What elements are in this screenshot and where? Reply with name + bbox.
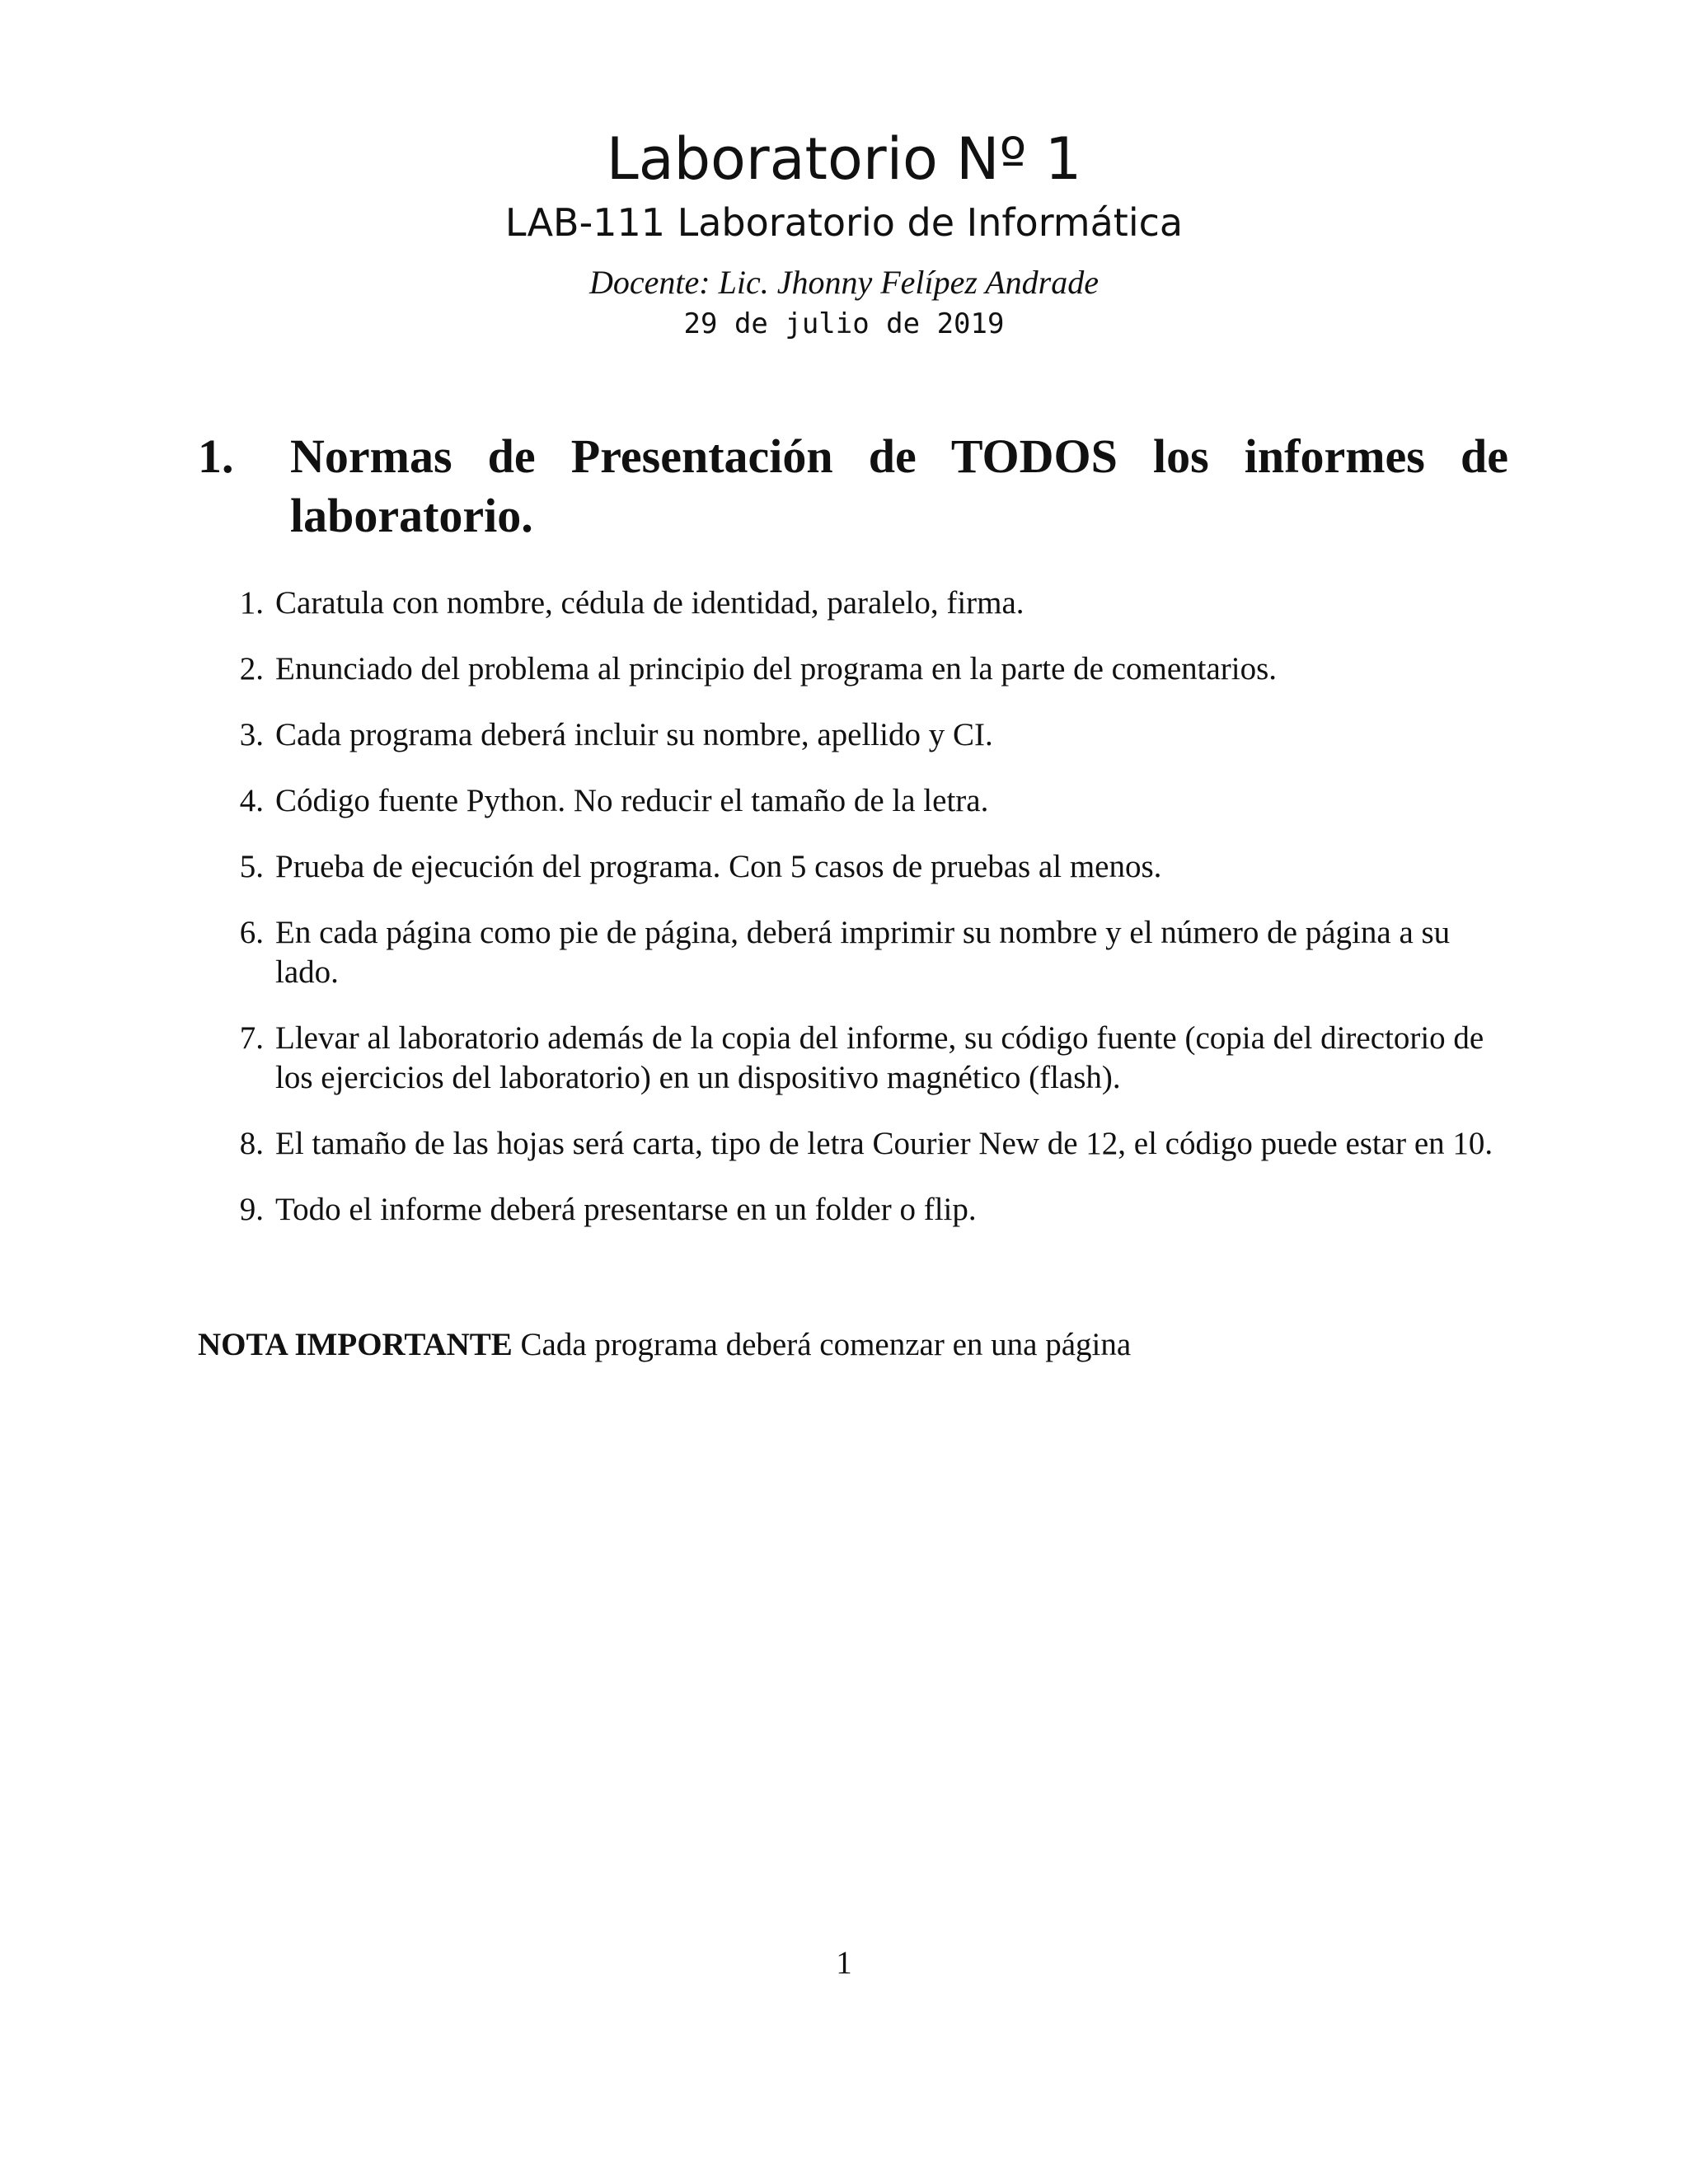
list-item xyxy=(198,913,1508,992)
list-item-number: 5. xyxy=(239,849,264,884)
note-label: NOTA IMPORTANTE xyxy=(198,1327,513,1362)
list-item xyxy=(198,715,1508,755)
list-item xyxy=(198,847,1508,887)
list-item-number: 3. xyxy=(239,717,264,752)
teacher-line: Docente: Lic. Jhonny Felípez Andrade xyxy=(589,264,1099,301)
section-heading xyxy=(198,427,1508,546)
list-item-text: Código fuente Python. No reducir el tamaño de la letra. xyxy=(275,783,989,818)
list-item xyxy=(198,1019,1508,1098)
section-title: Normas de Presentación de TODOS los informes de laboratorio. xyxy=(290,429,1508,542)
date-line: 29 de julio de 2019 xyxy=(683,307,1005,340)
list-item-text: Prueba de ejecución del programa. Con 5 casos de pruebas al menos. xyxy=(275,849,1162,884)
list-item-number: 1. xyxy=(239,585,264,621)
list-item-text: Todo el informe deberá presentarse en un folder o flip. xyxy=(275,1192,977,1227)
list-item-text: Caratula con nombre, cédula de identidad, paralelo, firma. xyxy=(275,585,1025,621)
list-item-text: En cada página como pie de página, deberá imprimir su nombre y el número de página a su lado. xyxy=(275,915,1451,990)
section-number: 1. xyxy=(198,429,234,483)
list-item-number: 6. xyxy=(239,915,264,950)
list-item-number: 7. xyxy=(239,1020,264,1056)
list-item-number: 4. xyxy=(239,783,264,818)
requirements-list xyxy=(198,583,1508,1256)
page-number: 1 xyxy=(836,1945,852,1980)
list-item xyxy=(198,583,1508,623)
list-item-text: El tamaño de las hojas será carta, tipo de letra Courier New de 12, el código puede estar en 10. xyxy=(275,1126,1493,1161)
course-subtitle: LAB-111 Laboratorio de Informática xyxy=(504,200,1184,245)
list-item-text: Llevar al laboratorio además de la copia del informe, su código fuente (copia del directorio de los ejercicios del laboratorio) en un dispositivo magnético (flash). xyxy=(275,1020,1484,1095)
list-item xyxy=(198,1190,1508,1230)
list-item-text: Enunciado del problema al principio del programa en la parte de comentarios. xyxy=(275,651,1278,687)
list-item-number: 8. xyxy=(239,1126,264,1161)
list-item-number: 9. xyxy=(239,1192,264,1227)
list-item xyxy=(198,781,1508,821)
list-item-text: Cada programa deberá incluir su nombre, apellido y CI. xyxy=(275,717,993,752)
page-title: Laboratorio Nº 1 xyxy=(606,125,1082,193)
list-item-number: 2. xyxy=(239,651,264,687)
note-text: Cada programa deberá comenzar en una página xyxy=(520,1327,1132,1362)
list-item xyxy=(198,1124,1508,1164)
important-note xyxy=(198,1325,1508,1365)
list-item xyxy=(198,649,1508,689)
